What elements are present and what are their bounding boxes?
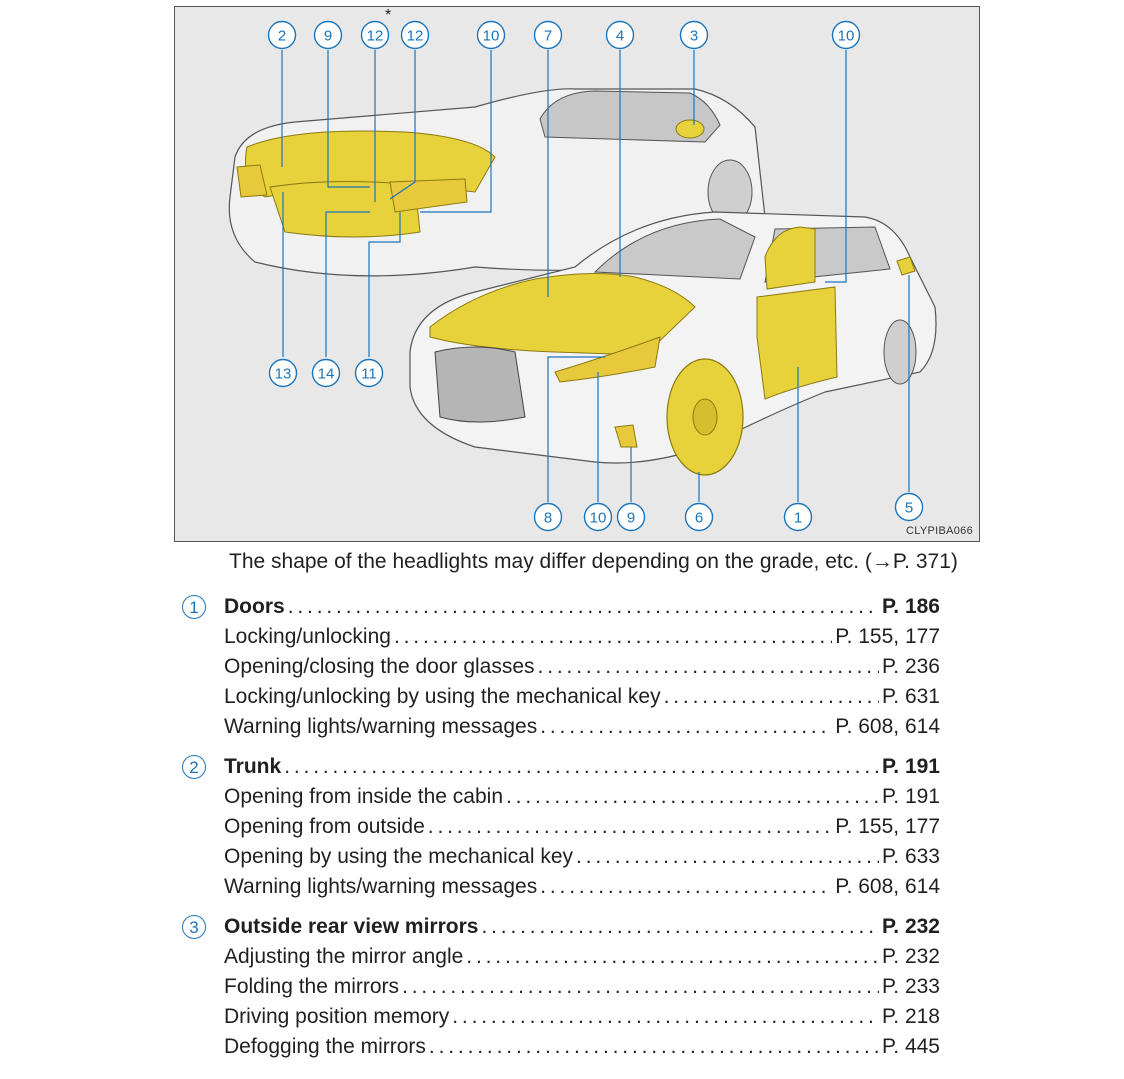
entry-label: Warning lights/warning messages xyxy=(224,715,538,738)
callout-top-5 xyxy=(535,22,562,49)
callout-label: 10 xyxy=(482,27,500,45)
toc-entry[interactable] xyxy=(224,652,940,682)
section-number-badge: 1 xyxy=(182,595,206,619)
callout-label: 10 xyxy=(589,509,607,527)
toc-row xyxy=(182,942,942,972)
entry-page: P. 608, 614 xyxy=(835,875,940,898)
entry-label: Locking/unlocking xyxy=(224,625,391,648)
leader-dots xyxy=(576,842,879,872)
toc-row xyxy=(182,872,942,902)
entry-page: P. 186 xyxy=(881,595,940,618)
entry-label: Opening/closing the door glasses xyxy=(224,655,535,678)
toc-entry[interactable] xyxy=(224,812,940,842)
entry-page: P. 191 xyxy=(881,755,940,778)
grille xyxy=(435,347,525,422)
entry-label: Trunk xyxy=(224,755,282,778)
callout-bottom-0 xyxy=(535,504,562,531)
section-title-row xyxy=(182,912,942,942)
callout-top-7 xyxy=(681,22,708,49)
entry-label: Opening by using the mechanical key xyxy=(224,845,574,868)
toc-entry[interactable] xyxy=(224,752,940,782)
toc-entry[interactable] xyxy=(224,842,940,872)
entry-page: P. 155, 177 xyxy=(835,625,940,648)
callout-label: 6 xyxy=(694,509,704,527)
figure-code: CLYPIBA066 xyxy=(905,525,973,537)
leader-dots xyxy=(481,912,879,942)
callout-bottom-4 xyxy=(785,504,812,531)
toc-entry[interactable] xyxy=(224,592,940,622)
callout-label: 3 xyxy=(689,27,699,45)
toc-entry[interactable] xyxy=(224,622,940,652)
callout-left-0 xyxy=(270,360,297,387)
back-wheel xyxy=(884,320,916,384)
leader-dots xyxy=(538,652,879,682)
entry-page: P. 155, 177 xyxy=(835,815,940,838)
leader-dots xyxy=(540,872,832,902)
callout-label: 2 xyxy=(277,27,287,45)
callout-label: 13 xyxy=(274,365,292,383)
callout-label: 12 xyxy=(406,27,424,45)
callout-label: 4 xyxy=(615,27,625,45)
entry-label: Doors xyxy=(224,595,285,618)
entry-page: P. 191 xyxy=(881,785,940,808)
toc-entry[interactable] xyxy=(224,782,940,812)
section-title-row xyxy=(182,752,942,782)
entry-page: P. 232 xyxy=(881,915,940,938)
callout-bottom-2 xyxy=(618,504,645,531)
rear-mirror-highlight xyxy=(676,120,704,138)
callout-bottom-1 xyxy=(585,504,612,531)
front-wheel-hub xyxy=(693,399,717,435)
toc-row xyxy=(182,622,942,652)
entry-page: P. 236 xyxy=(881,655,940,678)
callout-top-3 xyxy=(402,22,429,49)
leader-dots xyxy=(284,752,879,782)
toc-row xyxy=(182,842,942,872)
callout-label: 12 xyxy=(366,27,384,45)
toc-entry[interactable] xyxy=(224,942,940,972)
toc-row xyxy=(182,652,942,682)
toc-entry[interactable] xyxy=(224,1002,940,1032)
callout-left-2 xyxy=(356,360,383,387)
entry-label: Warning lights/warning messages xyxy=(224,875,538,898)
entry-page: P. 233 xyxy=(881,975,940,998)
entry-label: Opening from outside xyxy=(224,815,425,838)
entry-page: P. 608, 614 xyxy=(835,715,940,738)
entry-label: Folding the mirrors xyxy=(224,975,400,998)
entry-label: Opening from inside the cabin xyxy=(224,785,503,808)
toc-entry[interactable] xyxy=(224,972,940,1002)
entry-label: Outside rear view mirrors xyxy=(224,915,479,938)
entry-label: Defogging the mirrors xyxy=(224,1035,426,1058)
section-number-badge: 2 xyxy=(182,755,206,779)
callout-bottom-5 xyxy=(896,494,923,521)
section-number-badge: 3 xyxy=(182,915,206,939)
figure-caption: The shape of the headlights may differ depending on the grade, etc. (→P. 371) xyxy=(229,550,958,573)
callout-top-0 xyxy=(269,22,296,49)
toc-row xyxy=(182,1002,942,1032)
toc-row xyxy=(182,812,942,842)
leader-dots xyxy=(452,1002,879,1032)
leader-dots xyxy=(506,782,879,812)
leader-dots xyxy=(540,712,832,742)
leader-dots xyxy=(394,622,832,652)
entry-page: P. 631 xyxy=(881,685,940,708)
toc-entry[interactable] xyxy=(224,682,940,712)
callout-label: 5 xyxy=(904,499,914,517)
entry-label: Locking/unlocking by using the mechanical key xyxy=(224,685,661,708)
toc-entry[interactable] xyxy=(224,912,940,942)
leader-dots xyxy=(664,682,879,712)
callout-left-1 xyxy=(313,360,340,387)
section-trunk xyxy=(182,752,942,902)
callout-bottom-3 xyxy=(686,504,713,531)
entry-label: Driving position memory xyxy=(224,1005,450,1028)
car-illustration xyxy=(175,7,980,542)
toc-row xyxy=(182,1032,942,1062)
entry-page: P. 445 xyxy=(881,1035,940,1058)
section-mirrors xyxy=(182,912,942,1062)
leader-dots xyxy=(288,592,879,622)
callout-label: 9 xyxy=(323,27,333,45)
toc-entry[interactable] xyxy=(224,1032,940,1062)
toc-row xyxy=(182,782,942,812)
callout-top-4 xyxy=(478,22,505,49)
callout-label: 9 xyxy=(626,509,636,527)
leader-dots xyxy=(429,1032,879,1062)
leader-dots xyxy=(428,812,832,842)
callout-label: 10 xyxy=(837,27,855,45)
callout-label: 1 xyxy=(793,509,803,527)
entry-page: P. 232 xyxy=(881,945,940,968)
entry-page: P. 633 xyxy=(881,845,940,868)
section-doors xyxy=(182,592,942,742)
entry-label: Adjusting the mirror angle xyxy=(224,945,464,968)
toc-entry[interactable] xyxy=(224,712,940,742)
callout-label: 7 xyxy=(543,27,553,45)
optional-equipment-asterisk: * xyxy=(385,7,392,24)
callout-top-6 xyxy=(607,22,634,49)
toc-row xyxy=(182,712,942,742)
vehicle-exterior-figure xyxy=(174,6,980,542)
callout-label: 8 xyxy=(543,509,553,527)
callout-label: 14 xyxy=(317,365,335,383)
toc-entry[interactable] xyxy=(224,872,940,902)
callout-top-8 xyxy=(833,22,860,49)
leader-dots xyxy=(402,972,879,1002)
entry-page: P. 218 xyxy=(881,1005,940,1028)
section-title-row xyxy=(182,592,942,622)
callout-label: 11 xyxy=(361,365,377,383)
toc-row xyxy=(182,682,942,712)
leader-dots xyxy=(466,942,879,972)
toc-row xyxy=(182,972,942,1002)
callout-top-1 xyxy=(315,22,342,49)
callout-top-2 xyxy=(362,22,389,49)
